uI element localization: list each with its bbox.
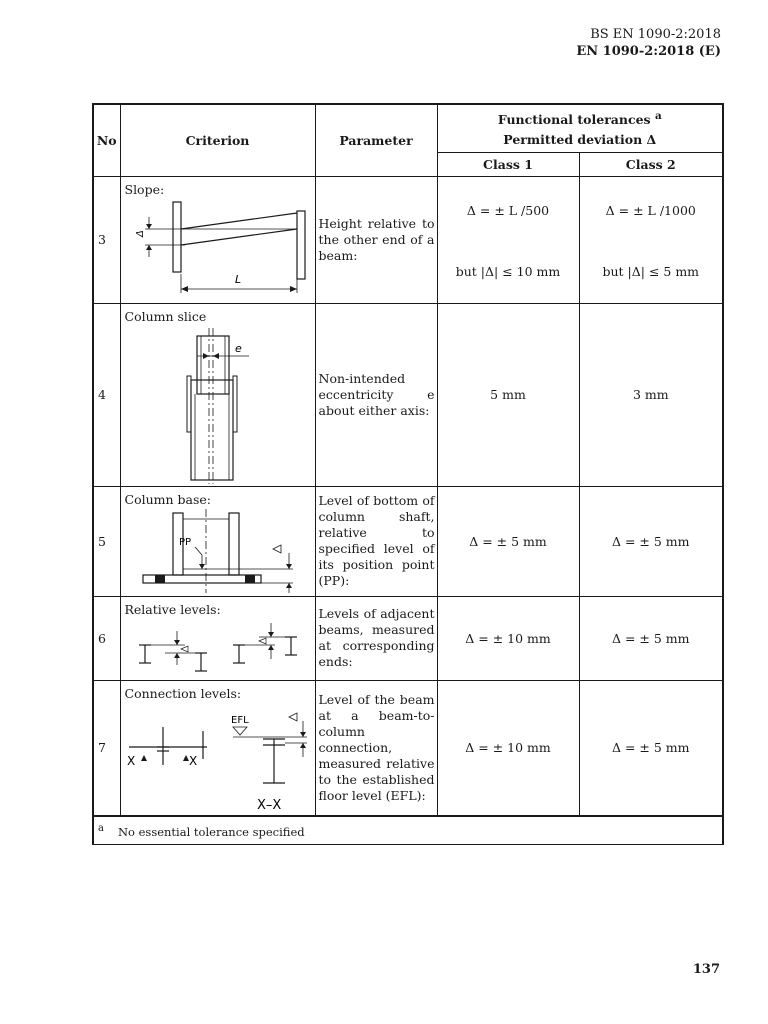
column-base-diagram [125, 509, 310, 593]
page-number: 137 [692, 962, 720, 977]
parameter-cell: Height relative to the other end of a beam: [315, 176, 437, 303]
standard-edition: EN 1090-2:2018 (E) [576, 44, 721, 59]
criterion-label: Column slice [124, 308, 207, 324]
class1-header: Class 1 [437, 152, 579, 176]
class2-cell [579, 176, 723, 303]
class2-cell: Δ = ± 5 mm [579, 680, 723, 816]
criterion-label: Relative levels: [124, 601, 221, 617]
class2-cell: 3 mm [579, 303, 723, 486]
criterion-label: Connection levels: [124, 685, 242, 701]
section-mark-right: X [188, 753, 197, 768]
criterion-cell [120, 303, 315, 486]
parameter-cell: Level of the beam at a beam-to-column connection, measured relative to the established floor level (EFL): [315, 680, 437, 816]
functional-tolerances-label: Functional tolerances [497, 112, 651, 128]
row-number: 6 [93, 596, 120, 680]
slope-diagram [125, 199, 310, 299]
parameter-cell: Non-intended eccentricity e about either axis: [315, 303, 437, 486]
footnote-ref: a [654, 110, 662, 123]
criterion-cell [120, 680, 315, 816]
standard-reference: BS EN 1090-2:2018 [590, 27, 721, 42]
class1-cell: Δ = ± 10 mm [437, 680, 579, 816]
section-mark-left: X [126, 753, 135, 768]
position-point-label: PP [178, 536, 191, 548]
table-row [93, 680, 723, 816]
col-criterion-header: Criterion [120, 104, 315, 176]
table-row [93, 596, 723, 680]
col-no-header: No [93, 104, 120, 176]
parameter-cell: Level of bottom of column shaft, relative to specified level of its position point (PP): [315, 486, 437, 596]
table-row [93, 176, 723, 303]
class1-cell [437, 176, 579, 303]
delta-label: Δ [134, 229, 146, 237]
class1-cell: Δ = ± 5 mm [437, 486, 579, 596]
column-slice-diagram [125, 326, 310, 486]
eccentricity-label: e [234, 341, 242, 355]
relative-levels-diagram [125, 619, 310, 679]
criterion-cell [120, 176, 315, 303]
class2-cell: Δ = ± 5 mm [579, 596, 723, 680]
criterion-cell [120, 596, 315, 680]
table-row [93, 303, 723, 486]
parameter-cell: Levels of adjacent beams, measured at corresponding ends: [315, 596, 437, 680]
table-footnote [93, 816, 723, 845]
section-label: X–X [256, 797, 281, 813]
class1-value: Δ = ± L /500 [466, 202, 550, 218]
table-row [93, 486, 723, 596]
functional-tolerances-header [437, 104, 723, 152]
tolerance-table [92, 103, 724, 845]
footnote-mark: a [98, 822, 104, 834]
connection-levels-diagram [125, 703, 310, 815]
row-number: 4 [93, 303, 120, 486]
footnote-text: No essential tolerance specified [117, 824, 305, 839]
class2-header: Class 2 [579, 152, 723, 176]
class1-cell: 5 mm [437, 303, 579, 486]
criterion-cell [120, 486, 315, 596]
row-number: 5 [93, 486, 120, 596]
criterion-label: Slope: [124, 181, 165, 197]
class1-limit: but |Δ| ≤ 10 mm [455, 263, 561, 279]
class2-value: Δ = ± L /1000 [605, 202, 696, 218]
class2-cell: Δ = ± 5 mm [579, 486, 723, 596]
length-label: L [234, 272, 241, 286]
efl-label: EFL [230, 714, 249, 726]
class2-limit: but |Δ| ≤ 5 mm [602, 263, 700, 279]
col-parameter-header: Parameter [315, 104, 437, 176]
permitted-deviation-label: Permitted deviation Δ [503, 132, 657, 148]
row-number: 3 [93, 176, 120, 303]
row-number: 7 [93, 680, 120, 816]
criterion-label: Column base: [124, 491, 211, 507]
class1-cell: Δ = ± 10 mm [437, 596, 579, 680]
